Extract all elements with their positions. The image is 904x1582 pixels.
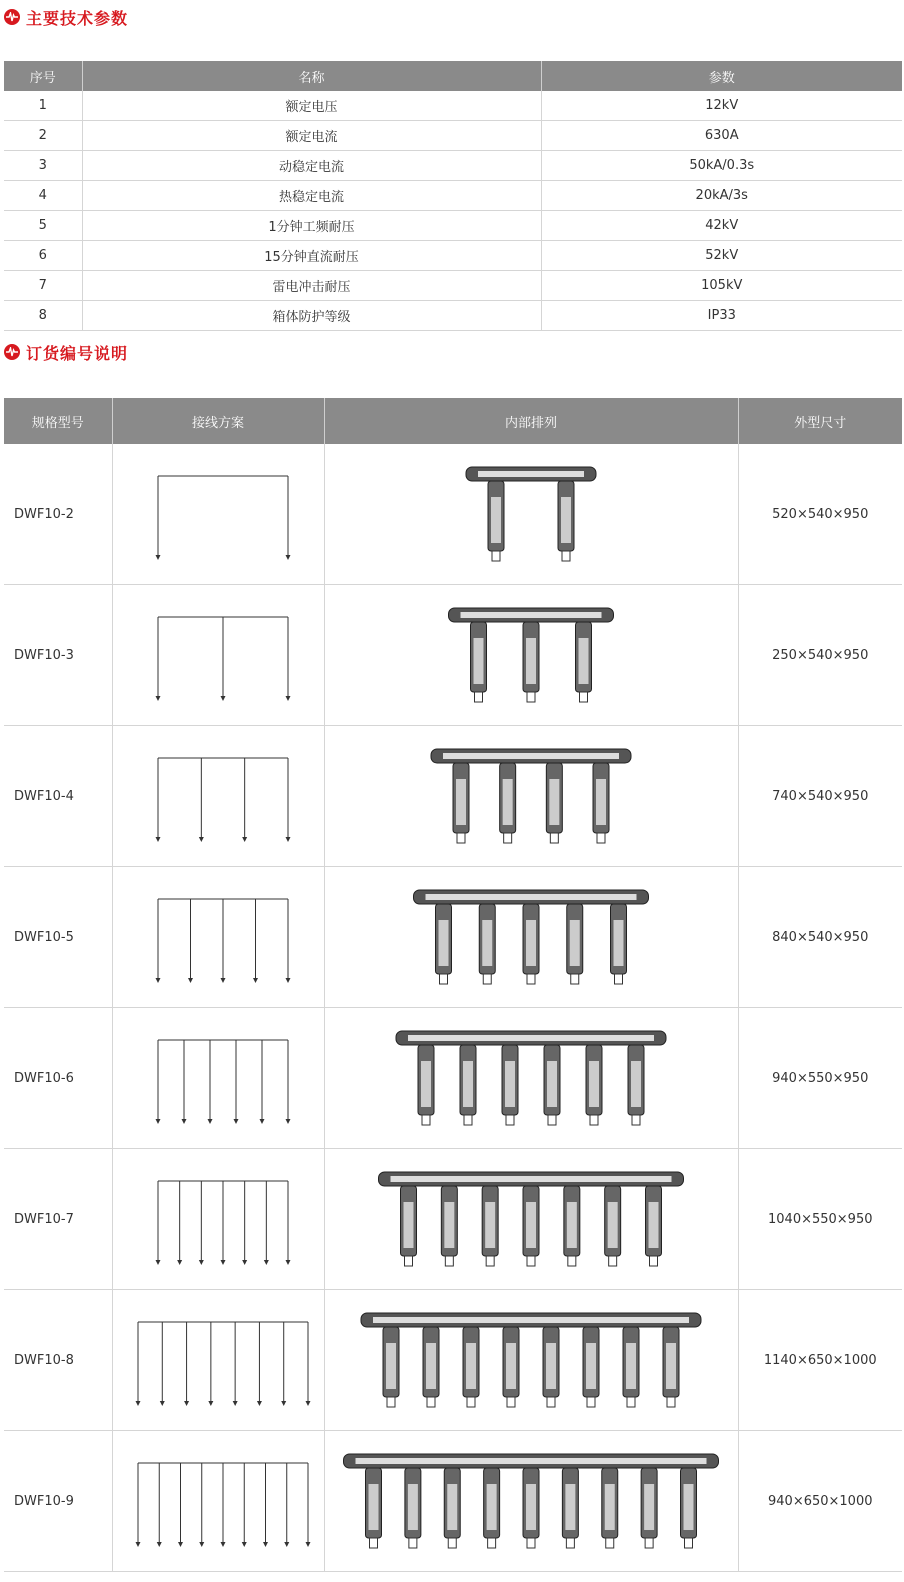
arrow-down-icon: [177, 1260, 182, 1265]
bushing-tip: [650, 1256, 658, 1266]
bushing-tip: [562, 551, 570, 561]
bushing-insert: [463, 1061, 473, 1107]
bushing-tip: [464, 1115, 472, 1125]
busbar-conductor: [391, 1176, 672, 1182]
cell-value: IP33: [541, 301, 902, 331]
col-header-model: 规格型号: [4, 398, 112, 444]
arrow-down-icon: [286, 978, 291, 983]
cell-dimensions: 520×540×950: [738, 444, 902, 585]
bushing-insert: [526, 1202, 536, 1248]
bushing-insert: [482, 920, 492, 966]
wiring-diagram: [118, 464, 318, 564]
bushing-tip: [566, 1538, 574, 1548]
cell-name: 热稳定电流: [82, 181, 541, 211]
arrow-down-icon: [178, 1542, 183, 1547]
bushing-tip: [550, 833, 558, 843]
cell-arrangement: [324, 1008, 738, 1149]
cell-dimensions: 840×540×950: [738, 867, 902, 1008]
table-row: [4, 1290, 902, 1431]
bushing-insert: [666, 1343, 676, 1389]
cell-index: 3: [4, 151, 82, 181]
bushing-insert: [626, 1343, 636, 1389]
wiring-diagram: [118, 1310, 318, 1410]
section-title-order: [4, 339, 128, 365]
arrow-down-icon: [136, 1542, 141, 1547]
busbar-conductor: [373, 1317, 689, 1323]
bushing-tip: [405, 1256, 413, 1266]
wiring-diagram: [118, 1451, 318, 1551]
bushing-tip: [587, 1397, 595, 1407]
bushing-insert: [546, 1343, 556, 1389]
cell-value: 105kV: [541, 271, 902, 301]
bushing-tip: [615, 974, 623, 984]
bushing-tip: [571, 974, 579, 984]
cell-arrangement: [324, 1431, 738, 1572]
bushing-tip: [387, 1397, 395, 1407]
bushing-insert: [456, 779, 466, 825]
bushing-insert: [649, 1202, 659, 1248]
table-row: [4, 1008, 902, 1149]
cell-model: DWF10-7: [4, 1149, 112, 1290]
bushing-tip: [427, 1397, 435, 1407]
arrow-down-icon: [157, 1542, 162, 1547]
arrow-down-icon: [182, 1119, 187, 1124]
table-row: [4, 91, 902, 121]
table-row: [4, 211, 902, 241]
arrow-down-icon: [284, 1542, 289, 1547]
busbar-conductor: [356, 1458, 707, 1464]
col-header-wiring: 接线方案: [112, 398, 324, 444]
bushing-insert: [485, 1202, 495, 1248]
internal-arrangement-drawing: [331, 590, 731, 720]
cell-name: 15分钟直流耐压: [82, 241, 541, 271]
cell-model: DWF10-6: [4, 1008, 112, 1149]
bushing-insert: [503, 779, 513, 825]
cell-dimensions: 940×550×950: [738, 1008, 902, 1149]
bushing-tip: [409, 1538, 417, 1548]
bushing-tip: [609, 1256, 617, 1266]
arrow-down-icon: [264, 1260, 269, 1265]
cell-wiring: [112, 726, 324, 867]
bushing-insert: [589, 1061, 599, 1107]
arrow-down-icon: [281, 1401, 286, 1406]
cell-arrangement: [324, 1290, 738, 1431]
arrow-down-icon: [160, 1401, 165, 1406]
bushing-insert: [386, 1343, 396, 1389]
cell-index: 2: [4, 121, 82, 151]
arrow-down-icon: [199, 837, 204, 842]
col-header-index: 序号: [4, 61, 82, 91]
internal-arrangement-drawing: [331, 1436, 731, 1566]
cell-arrangement: [324, 444, 738, 585]
table-row: [4, 241, 902, 271]
bushing-insert: [631, 1061, 641, 1107]
bushing-insert: [487, 1484, 497, 1530]
cell-index: 6: [4, 241, 82, 271]
cell-arrangement: [324, 726, 738, 867]
cell-value: 42kV: [541, 211, 902, 241]
col-header-value: 参数: [541, 61, 902, 91]
bushing-tip: [475, 692, 483, 702]
bushing-tip: [527, 974, 535, 984]
order-header-row: [4, 398, 902, 444]
wiring-diagram: [118, 887, 318, 987]
arrow-down-icon: [136, 1401, 141, 1406]
bushing-tip: [548, 1115, 556, 1125]
arrow-down-icon: [253, 978, 258, 983]
table-row: [4, 121, 902, 151]
bushing-tip: [486, 1256, 494, 1266]
cell-index: 4: [4, 181, 82, 211]
pulse-icon: [4, 9, 20, 25]
arrow-down-icon: [260, 1119, 265, 1124]
wiring-diagram: [118, 1169, 318, 1269]
bushing-tip: [448, 1538, 456, 1548]
cell-name: 箱体防护等级: [82, 301, 541, 331]
table-row: [4, 726, 902, 867]
table-row: [4, 1149, 902, 1290]
bushing-insert: [505, 1061, 515, 1107]
bushing-tip: [547, 1397, 555, 1407]
table-row: [4, 151, 902, 181]
cell-wiring: [112, 1431, 324, 1572]
bushing-insert: [506, 1343, 516, 1389]
arrow-down-icon: [242, 1260, 247, 1265]
cell-index: 7: [4, 271, 82, 301]
bushing-insert: [605, 1484, 615, 1530]
bushing-tip: [370, 1538, 378, 1548]
bushing-insert: [579, 638, 589, 684]
bushing-tip: [457, 833, 465, 843]
arrow-down-icon: [286, 555, 291, 560]
arrow-down-icon: [188, 978, 193, 983]
cell-dimensions: 940×650×1000: [738, 1431, 902, 1572]
bushing-tip: [580, 692, 588, 702]
params-table: [4, 61, 902, 331]
arrow-down-icon: [199, 1542, 204, 1547]
bushing-insert: [567, 1202, 577, 1248]
cell-index: 8: [4, 301, 82, 331]
bushing-insert: [614, 920, 624, 966]
arrow-down-icon: [156, 1119, 161, 1124]
table-row: [4, 585, 902, 726]
arrow-down-icon: [306, 1401, 311, 1406]
arrow-down-icon: [221, 696, 226, 701]
bushing-tip: [685, 1538, 693, 1548]
cell-wiring: [112, 867, 324, 1008]
bushing-insert: [444, 1202, 454, 1248]
bushing-tip: [507, 1397, 515, 1407]
arrow-down-icon: [156, 1260, 161, 1265]
cell-model: DWF10-5: [4, 867, 112, 1008]
arrow-down-icon: [306, 1542, 311, 1547]
cell-model: DWF10-4: [4, 726, 112, 867]
bushing-insert: [526, 920, 536, 966]
bushing-insert: [421, 1061, 431, 1107]
cell-dimensions: 1040×550×950: [738, 1149, 902, 1290]
bushing-insert: [491, 497, 501, 543]
cell-wiring: [112, 1290, 324, 1431]
busbar-conductor: [461, 612, 602, 618]
bushing-insert: [561, 497, 571, 543]
internal-arrangement-drawing: [331, 1295, 731, 1425]
bushing-insert: [547, 1061, 557, 1107]
table-row: [4, 181, 902, 211]
bushing-insert: [586, 1343, 596, 1389]
arrow-down-icon: [242, 837, 247, 842]
bushing-insert: [474, 638, 484, 684]
arrow-down-icon: [199, 1260, 204, 1265]
arrow-down-icon: [257, 1401, 262, 1406]
cell-arrangement: [324, 1149, 738, 1290]
cell-arrangement: [324, 585, 738, 726]
bushing-tip: [568, 1256, 576, 1266]
arrow-down-icon: [156, 555, 161, 560]
arrow-down-icon: [184, 1401, 189, 1406]
arrow-down-icon: [286, 837, 291, 842]
busbar-conductor: [426, 894, 637, 900]
busbar-conductor: [408, 1035, 654, 1041]
wiring-diagram: [118, 1028, 318, 1128]
bushing-tip: [597, 833, 605, 843]
bushing-insert: [408, 1484, 418, 1530]
section-title-text: 主要技术参数: [26, 8, 129, 28]
cell-wiring: [112, 444, 324, 585]
bushing-tip: [492, 551, 500, 561]
table-row: [4, 867, 902, 1008]
arrow-down-icon: [286, 1260, 291, 1265]
table-row: [4, 1431, 902, 1572]
bushing-tip: [606, 1538, 614, 1548]
cell-name: 雷电冲击耐压: [82, 271, 541, 301]
col-header-dimensions: 外型尺寸: [738, 398, 902, 444]
bushing-insert: [608, 1202, 618, 1248]
bushing-tip: [440, 974, 448, 984]
arrow-down-icon: [221, 1542, 226, 1547]
bushing-insert: [549, 779, 559, 825]
table-row: [4, 301, 902, 331]
bushing-tip: [527, 1256, 535, 1266]
cell-dimensions: 250×540×950: [738, 585, 902, 726]
bushing-insert: [596, 779, 606, 825]
cell-arrangement: [324, 867, 738, 1008]
bushing-insert: [570, 920, 580, 966]
cell-index: 5: [4, 211, 82, 241]
order-table: [4, 398, 902, 1572]
bushing-insert: [369, 1484, 379, 1530]
cell-name: 动稳定电流: [82, 151, 541, 181]
bushing-insert: [526, 1484, 536, 1530]
bushing-insert: [684, 1484, 694, 1530]
cell-model: DWF10-9: [4, 1431, 112, 1572]
bushing-tip: [645, 1538, 653, 1548]
pulse-icon: [4, 344, 20, 360]
internal-arrangement-drawing: [331, 731, 731, 861]
col-header-arrangement: 内部排列: [324, 398, 738, 444]
arrow-down-icon: [208, 1119, 213, 1124]
arrow-down-icon: [286, 696, 291, 701]
arrow-down-icon: [221, 978, 226, 983]
bushing-insert: [447, 1484, 457, 1530]
bushing-tip: [467, 1397, 475, 1407]
arrow-down-icon: [234, 1119, 239, 1124]
cell-value: 52kV: [541, 241, 902, 271]
section-title-text: 订货编号说明: [26, 343, 129, 363]
arrow-down-icon: [156, 978, 161, 983]
cell-model: DWF10-8: [4, 1290, 112, 1431]
cell-value: 630A: [541, 121, 902, 151]
arrow-down-icon: [286, 1119, 291, 1124]
bushing-insert: [466, 1343, 476, 1389]
cell-dimensions: 740×540×950: [738, 726, 902, 867]
bushing-tip: [632, 1115, 640, 1125]
cell-wiring: [112, 585, 324, 726]
bushing-insert: [426, 1343, 436, 1389]
cell-dimensions: 1140×650×1000: [738, 1290, 902, 1431]
bushing-tip: [488, 1538, 496, 1548]
arrow-down-icon: [242, 1542, 247, 1547]
arrow-down-icon: [233, 1401, 238, 1406]
arrow-down-icon: [156, 837, 161, 842]
internal-arrangement-drawing: [331, 872, 731, 1002]
bushing-tip: [590, 1115, 598, 1125]
wiring-diagram: [118, 746, 318, 846]
arrow-down-icon: [156, 696, 161, 701]
bushing-tip: [445, 1256, 453, 1266]
internal-arrangement-drawing: [331, 449, 731, 579]
table-row: [4, 271, 902, 301]
cell-value: 12kV: [541, 91, 902, 121]
internal-arrangement-drawing: [331, 1013, 731, 1143]
bushing-tip: [506, 1115, 514, 1125]
arrow-down-icon: [263, 1542, 268, 1547]
col-header-name: 名称: [82, 61, 541, 91]
bushing-tip: [627, 1397, 635, 1407]
busbar-conductor: [443, 753, 619, 759]
cell-wiring: [112, 1008, 324, 1149]
bushing-insert: [644, 1484, 654, 1530]
cell-model: DWF10-3: [4, 585, 112, 726]
section-title-params: [4, 4, 128, 30]
busbar-conductor: [478, 471, 584, 477]
bushing-tip: [527, 692, 535, 702]
cell-name: 额定电流: [82, 121, 541, 151]
bushing-tip: [504, 833, 512, 843]
cell-wiring: [112, 1149, 324, 1290]
bushing-tip: [667, 1397, 675, 1407]
bushing-tip: [527, 1538, 535, 1548]
internal-arrangement-drawing: [331, 1154, 731, 1284]
bushing-insert: [526, 638, 536, 684]
cell-value: 20kA/3s: [541, 181, 902, 211]
cell-name: 1分钟工频耐压: [82, 211, 541, 241]
wiring-diagram: [118, 605, 318, 705]
arrow-down-icon: [208, 1401, 213, 1406]
arrow-down-icon: [221, 1260, 226, 1265]
bushing-insert: [439, 920, 449, 966]
params-header-row: [4, 61, 902, 91]
cell-model: DWF10-2: [4, 444, 112, 585]
table-row: [4, 444, 902, 585]
bushing-tip: [483, 974, 491, 984]
bushing-tip: [422, 1115, 430, 1125]
cell-name: 额定电压: [82, 91, 541, 121]
bushing-insert: [565, 1484, 575, 1530]
cell-index: 1: [4, 91, 82, 121]
cell-value: 50kA/0.3s: [541, 151, 902, 181]
bushing-insert: [404, 1202, 414, 1248]
